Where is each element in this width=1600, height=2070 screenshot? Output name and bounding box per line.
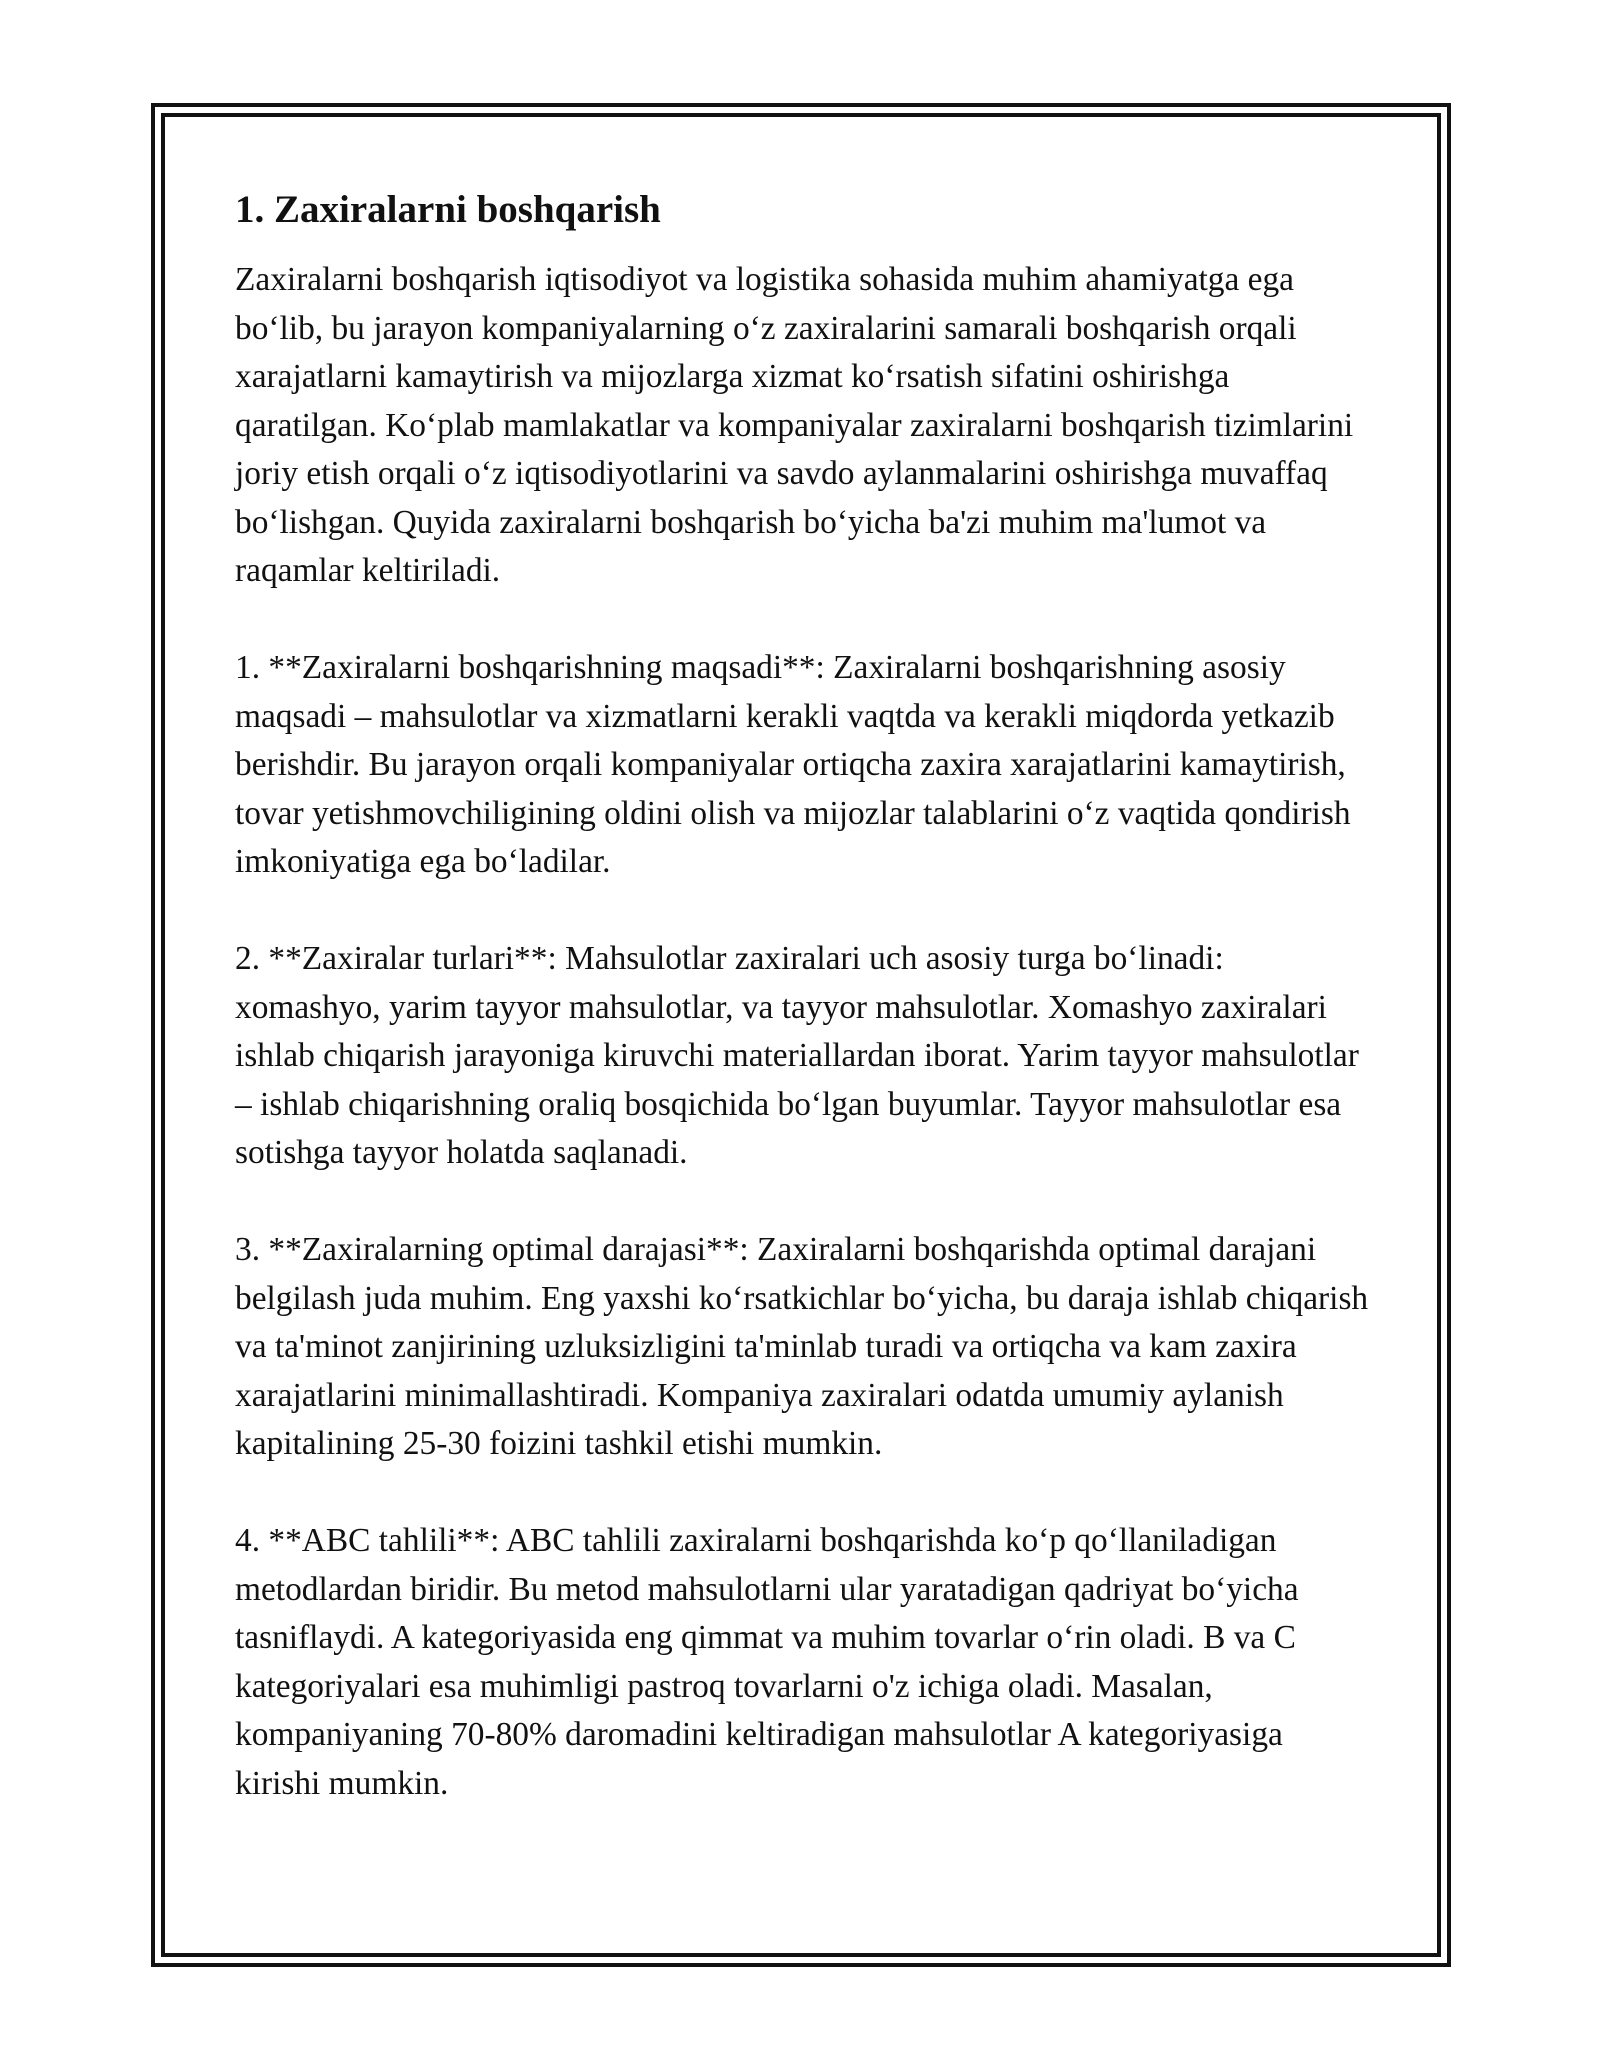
intro-paragraph: Zaxiralarni boshqarish iqtisodiyot va logistika sohasida muhim ahamiyatga ega boʻlib, bu jarayon kompaniyalarning oʻz zaxiralarini samarali boshqarish orqali xarajatlarni kamaytirish va mijozlarga xizmat koʻrsatish sifatini oshirishga qaratilgan. Koʻplab mamlakatlar va kompaniyalar zaxiralarni boshqarish tizimlarini joriy etish orqali oʻz iqtisodiyotlarini va savdo aylanmalarini oshirishga muvaffaq boʻlishgan. Quyida zaxiralarni boshqarish boʻyicha ba'zi muhim ma'lumot va raqamlar keltiriladi. bbox=[235, 261, 1354, 589]
paragraph-inventory-types: 2. **Zaxiralar turlari**: Mahsulotlar zaxiralari uch asosiy turga boʻlinadi: xomashyo, yarim tayyor mahsulotlar, va tayyor mahsulotlar. Xomashyo zaxiralari ishlab chiqarish jarayoniga kiruvchi materiallardan iborat. Yarim tayyor mahsulotlar – ishlab chiqarishning oraliq bosqichida boʻlgan buyumlar. Tayyor mahsulotlar esa sotishga tayyor holatda saqlanadi. bbox=[235, 940, 1359, 1171]
paragraph-abc-analysis: 4. **ABC tahlili**: ABC tahlili zaxiralarni boshqarishda koʻp qoʻllaniladigan metodlardan biridir. Bu metod mahsulotlarni ular yaratadigan qadriyat boʻyicha tasniflaydi. A kategoriyasida eng qimmat va muhim tovarlar oʻrin oladi. B va C kategoriyalari esa muhimligi pastroq tovarlarni o'z ichiga oladi. Masalan, kompaniyaning 70-80% daromadini keltiradigan mahsulotlar A kategoriyasiga kirishi mumkin. bbox=[235, 1522, 1299, 1802]
section-heading: 1. Zaxiralarni boshqarish bbox=[235, 188, 661, 231]
document-body bbox=[235, 186, 1375, 1857]
paragraph-optimal-level: 3. **Zaxiralarning optimal darajasi**: Zaxiralarni boshqarishda optimal darajani belgilash juda muhim. Eng yaxshi koʻrsatkichlar boʻyicha, bu daraja ishlab chiqarish va ta'minot zanjirining uzluksizligini ta'minlab turadi va ortiqcha va kam zaxira xarajatlarini minimallashtiradi. Kompaniya zaxiralari odatda umumiy aylanish kapitalining 25-30 foizini tashkil etishi mumkin. bbox=[235, 1231, 1369, 1462]
paragraph-inventory-goal: 1. **Zaxiralarni boshqarishning maqsadi**: Zaxiralarni boshqarishning asosiy maqsadi – mahsulotlar va xizmatlarni kerakli vaqtda va kerakli miqdorda yetkazib berishdir. Bu jarayon orqali kompaniyalar ortiqcha zaxira xarajatlarini kamaytirish, tovar yetishmovchiligining oldini olish va mijozlar talablarini oʻz vaqtida qondirish imkoniyatiga ega boʻladilar. bbox=[235, 649, 1351, 880]
